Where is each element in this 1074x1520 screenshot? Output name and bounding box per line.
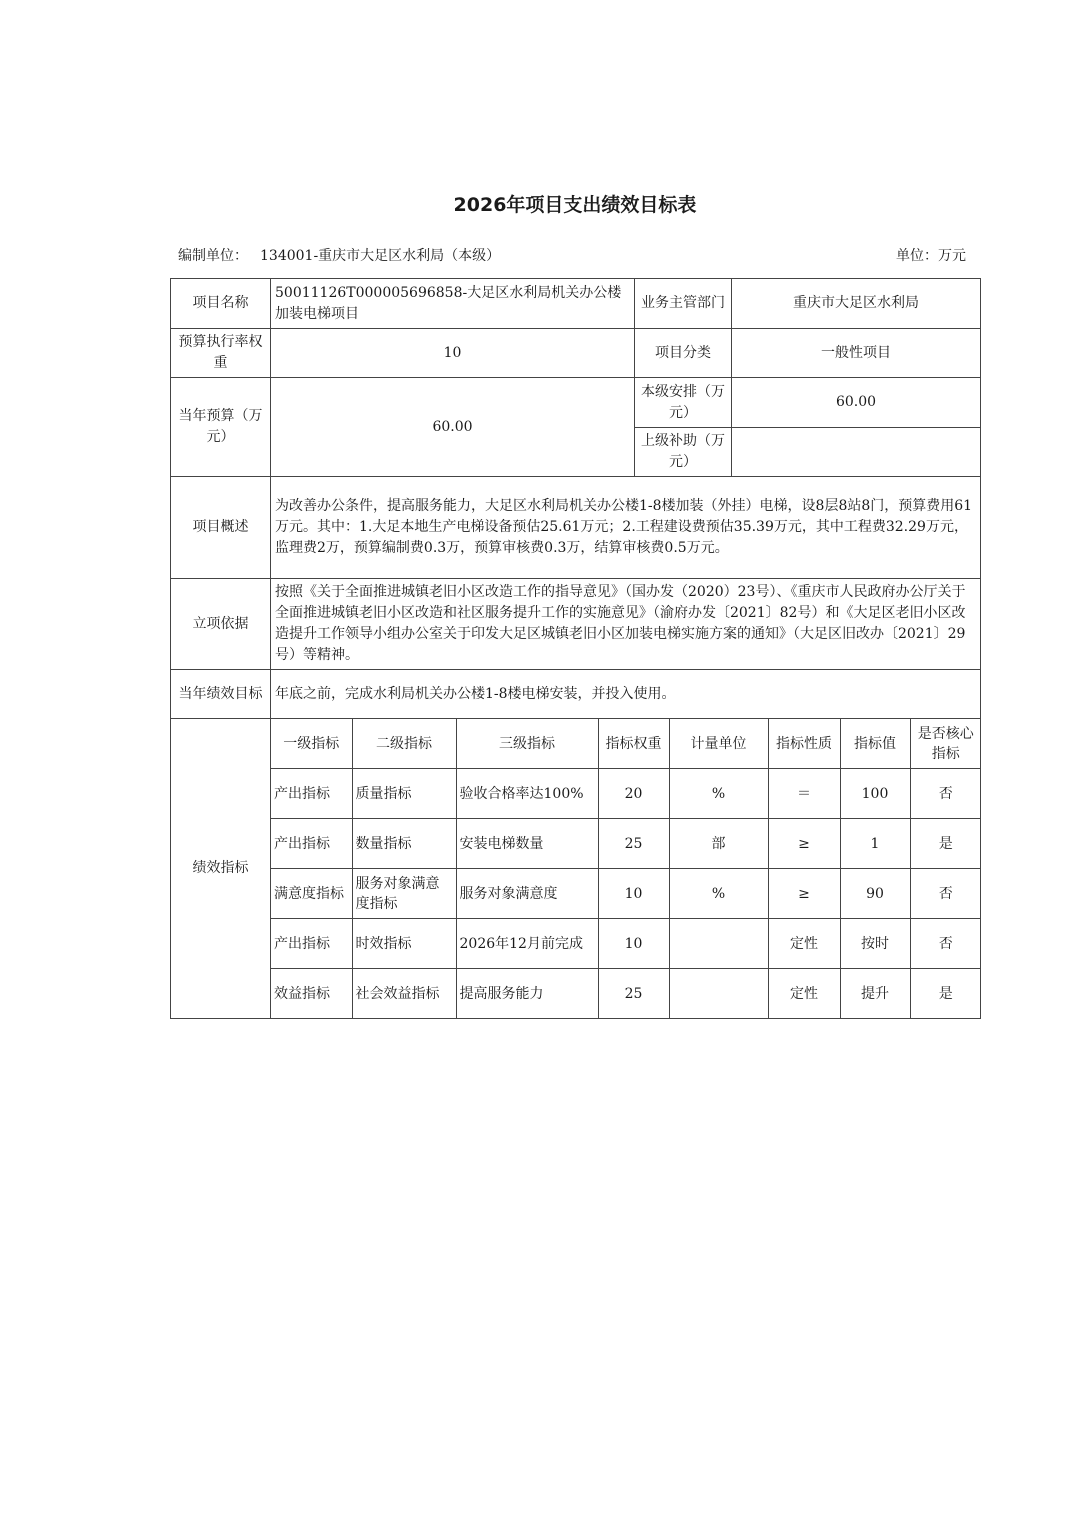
header-value: 指标值 [840,719,910,769]
header-nature: 指标性质 [768,719,840,769]
unit-cell: % [669,869,768,919]
compiling-unit-value: 134001-重庆市大足区水利局（本级） [260,248,501,264]
nature-cell: 定性 [768,919,840,969]
header-unit: 计量单位 [669,719,768,769]
level2-cell: 数量指标 [352,819,456,869]
value-cell: 100 [840,769,910,819]
weight-cell: 10 [598,919,669,969]
annual-budget-label: 当年预算（万元） [171,378,271,477]
value-cell: 提升 [840,969,910,1019]
annual-budget-value: 60.00 [271,378,635,477]
budget-weight-label: 预算执行率权重 [171,329,271,378]
basis-value: 按照《关于全面推进城镇老旧小区改造工作的指导意见》（国办发（2020）23号）、《重庆市人民政府办公厅关于全面推进城镇老旧小区改造和社区服务提升工作的实施意见》（渝府办发〔2021〕82号）和《大足区老旧小区改造提升工作领导小组办公室关于印发大足区城镇老旧小区加装电梯实施方案的通知》（大足区旧改办〔2021〕29号）等精神。 [271,579,981,670]
nature-cell: ＝ [768,769,840,819]
overview-label: 项目概述 [171,477,271,579]
nature-cell: ≥ [768,869,840,919]
compiling-unit [178,245,500,265]
header-weight: 指标权重 [598,719,669,769]
value-cell: 按时 [840,919,910,969]
table-row [271,969,981,1019]
level3-cell: 提高服务能力 [456,969,598,1019]
level2-cell: 时效指标 [352,919,456,969]
indicators-cell [271,719,981,1019]
unit-cell [669,919,768,969]
unit-cell [669,969,768,1019]
level1-cell: 产出指标 [271,819,352,869]
core-cell: 是 [910,819,981,869]
header-level3: 三级指标 [456,719,598,769]
performance-table [170,278,981,1019]
indicators-table [271,719,981,1018]
unit-cell: % [669,769,768,819]
basis-label: 立项依据 [171,579,271,670]
level1-cell: 产出指标 [271,769,352,819]
local-funding-label: 本级安排（万元） [635,378,732,428]
dept-label: 业务主管部门 [635,279,732,329]
level2-cell: 社会效益指标 [352,969,456,1019]
table-row [271,869,981,919]
weight-cell: 25 [598,819,669,869]
level2-cell: 质量指标 [352,769,456,819]
money-unit: 单位：万元 [896,248,966,264]
weight-cell: 25 [598,969,669,1019]
header-core: 是否核心指标 [910,719,981,769]
upper-subsidy-label: 上级补助（万元） [635,428,732,477]
value-cell: 90 [840,869,910,919]
level3-cell: 2026年12月前完成 [456,919,598,969]
category-value: 一般性项目 [732,329,981,378]
core-cell: 否 [910,919,981,969]
level1-cell: 满意度指标 [271,869,352,919]
dept-value: 重庆市大足区水利局 [732,279,981,329]
indicators-label: 绩效指标 [171,719,271,1019]
overview-value: 为改善办公条件，提高服务能力，大足区水利局机关办公楼1-8楼加装（外挂）电梯，设8层8站8门，预算费用61万元。其中：1.大足本地生产电梯设备预估25.61万元；2.工程建设费预估35.39万元，其中工程费32.29万元，监理费2万，预算编制费0.3万，预算审核费0.3万，结算审核费0.5万元。 [271,477,981,579]
core-cell: 否 [910,869,981,919]
budget-weight-value: 10 [271,329,635,378]
core-cell: 是 [910,969,981,1019]
page-title: 2026年项目支出绩效目标表 [453,194,697,216]
weight-cell: 10 [598,869,669,919]
table-row [271,769,981,819]
header-level1: 一级指标 [271,719,352,769]
table-row [271,819,981,869]
nature-cell: ≥ [768,819,840,869]
project-name-value: 50011126T000005696858-大足区水利局机关办公楼加装电梯项目 [271,279,635,329]
category-label: 项目分类 [635,329,732,378]
project-name-label: 项目名称 [171,279,271,329]
unit-cell: 部 [669,819,768,869]
compiling-unit-label: 编制单位： [178,248,248,264]
level2-cell: 服务对象满意度指标 [352,869,456,919]
core-cell: 否 [910,769,981,819]
header-level2: 二级指标 [352,719,456,769]
upper-subsidy-value [732,428,981,477]
level1-cell: 效益指标 [271,969,352,1019]
goal-label: 当年绩效目标 [171,670,271,719]
level1-cell: 产出指标 [271,919,352,969]
level3-cell: 服务对象满意度 [456,869,598,919]
value-cell: 1 [840,819,910,869]
indicator-header-row [271,719,981,769]
weight-cell: 20 [598,769,669,819]
table-row [271,919,981,969]
level3-cell: 验收合格率达100% [456,769,598,819]
local-funding-value: 60.00 [732,378,981,428]
goal-value: 年底之前，完成水利局机关办公楼1-8楼电梯安装，并投入使用。 [271,670,981,719]
level3-cell: 安装电梯数量 [456,819,598,869]
nature-cell: 定性 [768,969,840,1019]
